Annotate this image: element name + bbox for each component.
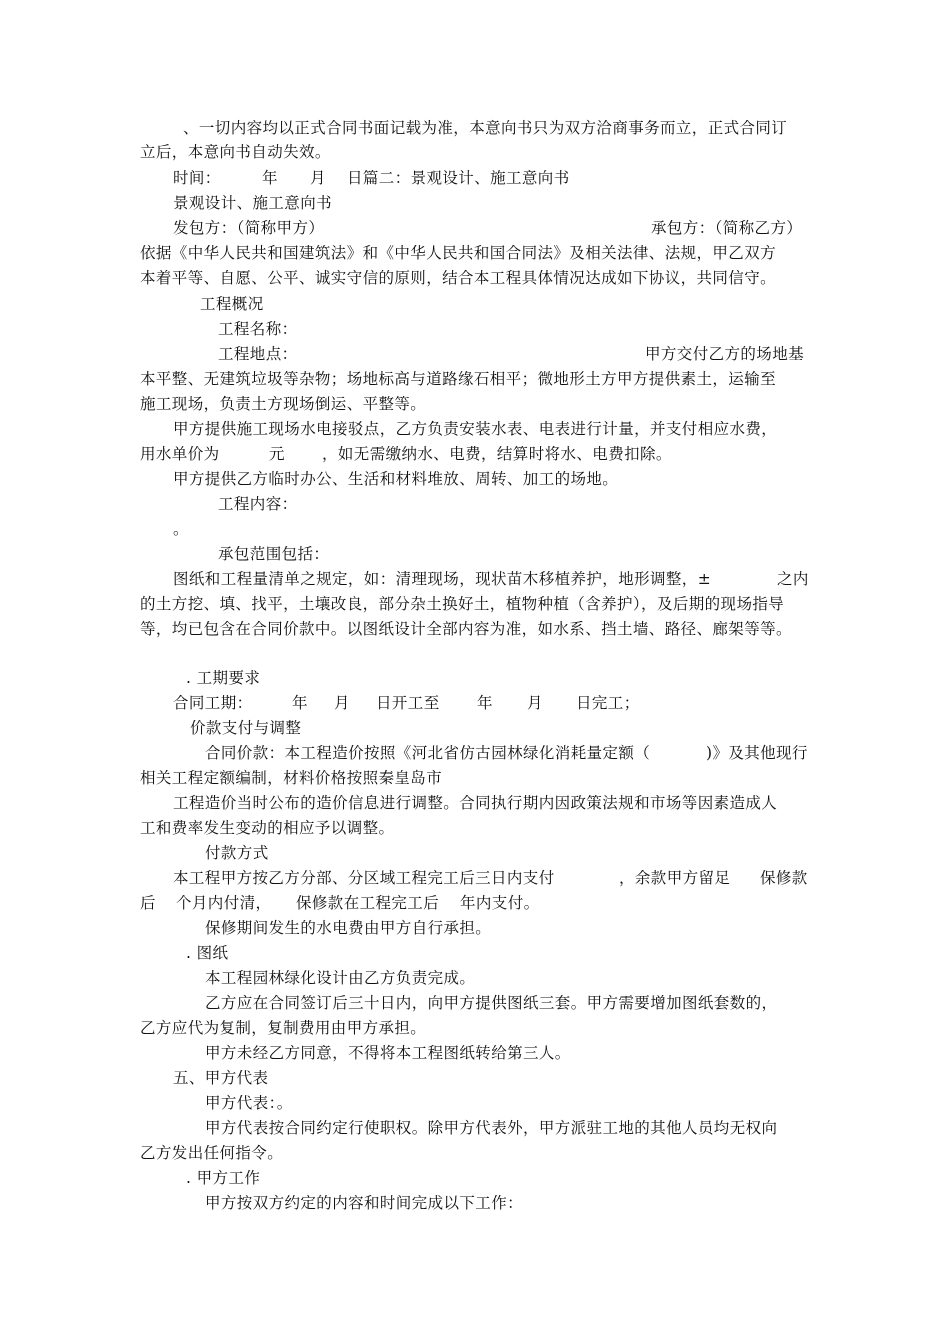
- text-line: 日开工至: [376, 694, 440, 712]
- text-line: 时间：: [173, 169, 221, 187]
- text-line: 景观设计、施工意向书: [173, 194, 333, 212]
- text-line: 等，均已包含在合同价款中。以图纸设计全部内容为准，如水系、挡土墙、路径、廊架等等。: [140, 620, 792, 638]
- text-line: 工程造价当时公布的造价信息进行调整。合同执行期内因政策法规和市场等因素造成人: [173, 794, 778, 812]
- text-line: 乙方应代为复制，复制费用由甲方承担。: [140, 1019, 427, 1037]
- text-line: 乙方发出任何指令。: [140, 1144, 284, 1162]
- text-line: 元: [269, 445, 285, 463]
- text-line: ，余款甲方留足: [619, 869, 731, 887]
- text-line: 工程概况: [200, 295, 264, 313]
- text-line: 立后，本意向书自动失效。: [140, 143, 331, 161]
- text-line: 工程名称：: [218, 320, 298, 338]
- text-line: )》及其他现行: [706, 744, 808, 762]
- text-line: 保修款: [760, 869, 808, 887]
- text-line: 日完工；: [576, 694, 640, 712]
- text-line: 保修款在工程完工后: [296, 894, 440, 912]
- text-line: 用水单价为: [140, 445, 220, 463]
- text-line: . 工期要求: [186, 669, 261, 687]
- text-line: 价款支付与调整: [190, 719, 302, 737]
- text-line: 本工程园林绿化设计由乙方负责完成。: [205, 969, 476, 987]
- text-line: 甲方交付乙方的场地基: [645, 345, 805, 363]
- text-line: 甲方按双方约定的内容和时间完成以下工作：: [205, 1194, 524, 1212]
- text-line: 、一切内容均以正式合同书面记载为准，本意向书只为双方洽商事务而立，正式合同订: [183, 119, 788, 137]
- text-line: 月: [310, 169, 326, 187]
- text-line: 图纸和工程量清单之规定，如：清理现场，现状苗木移植养护，地形调整，±: [173, 570, 712, 588]
- text-line: 年: [292, 694, 308, 712]
- text-line: . 甲方工作: [186, 1169, 261, 1187]
- text-line: 后: [140, 894, 156, 912]
- text-line: 月: [527, 694, 543, 712]
- text-line: 付款方式: [205, 844, 269, 862]
- text-line: 五、甲方代表: [173, 1069, 269, 1087]
- text-line: ，如无需缴纳水、电费，结算时将水、电费扣除。: [322, 445, 672, 463]
- text-line: 依据《中华人民共和国建筑法》和《中华人民共和国合同法》及相关法律、法规，甲乙双方: [140, 244, 777, 262]
- text-line: 。: [173, 520, 189, 538]
- text-line: 合同价款：本工程造价按照《河北省仿古园林绿化消耗量定额（: [205, 744, 651, 762]
- text-line: 施工现场，负责土方现场倒运、平整等。: [140, 395, 427, 413]
- text-line: 乙方应在合同签订后三十日内，向甲方提供图纸三套。甲方需要增加图纸套数的，: [205, 994, 778, 1012]
- text-line: 的土方挖、填、找平，土壤改良，部分杂土换好土，植物种植（含养护），及后期的现场指导: [140, 595, 785, 613]
- text-line: 工程地点：: [218, 345, 298, 363]
- text-line: 月: [334, 694, 350, 712]
- text-line: 工程内容：: [218, 495, 298, 513]
- text-line: 年内支付。: [460, 894, 540, 912]
- text-line: 甲方提供乙方临时办公、生活和材料堆放、周转、加工的场地。: [173, 470, 619, 488]
- text-line: 甲方代表按合同约定行使职权。除甲方代表外，甲方派驻工地的其他人员均无权向: [205, 1119, 778, 1137]
- text-line: 个月内付清，: [176, 894, 272, 912]
- text-line: 本工程甲方按乙方分部、分区域工程完工后三日内支付: [173, 869, 555, 887]
- text-line: 承包范围包括：: [218, 545, 330, 563]
- text-line: 发包方：（简称甲方）: [173, 219, 325, 237]
- text-line: 年: [262, 169, 278, 187]
- text-line: . 图纸: [186, 944, 229, 962]
- text-line: 年: [477, 694, 493, 712]
- text-line: 日篇二：景观设计、施工意向书: [347, 169, 570, 187]
- text-line: 本着平等、自愿、公平、诚实守信的原则，结合本工程具体情况达成如下协议，共同信守。: [140, 269, 777, 287]
- text-line: 承包方：（简称乙方）: [651, 219, 803, 237]
- text-line: 甲方提供施工现场水电接驳点，乙方负责安装水表、电表进行计量，并支付相应水费，: [173, 420, 778, 438]
- text-line: 相关工程定额编制，材料价格按照秦皇岛市: [140, 769, 443, 787]
- text-line: 合同工期：: [173, 694, 253, 712]
- text-line: 保修期间发生的水电费由甲方自行承担。: [205, 919, 492, 937]
- text-line: 甲方未经乙方同意，不得将本工程图纸转给第三人。: [205, 1044, 571, 1062]
- text-line: 甲方代表：。: [205, 1094, 293, 1112]
- text-line: 之内: [777, 570, 809, 588]
- text-line: 工和费率发生变动的相应予以调整。: [140, 819, 395, 837]
- text-line: 本平整、无建筑垃圾等杂物；场地标高与道路缘石相平；微地形土方甲方提供素土，运输至: [140, 370, 777, 388]
